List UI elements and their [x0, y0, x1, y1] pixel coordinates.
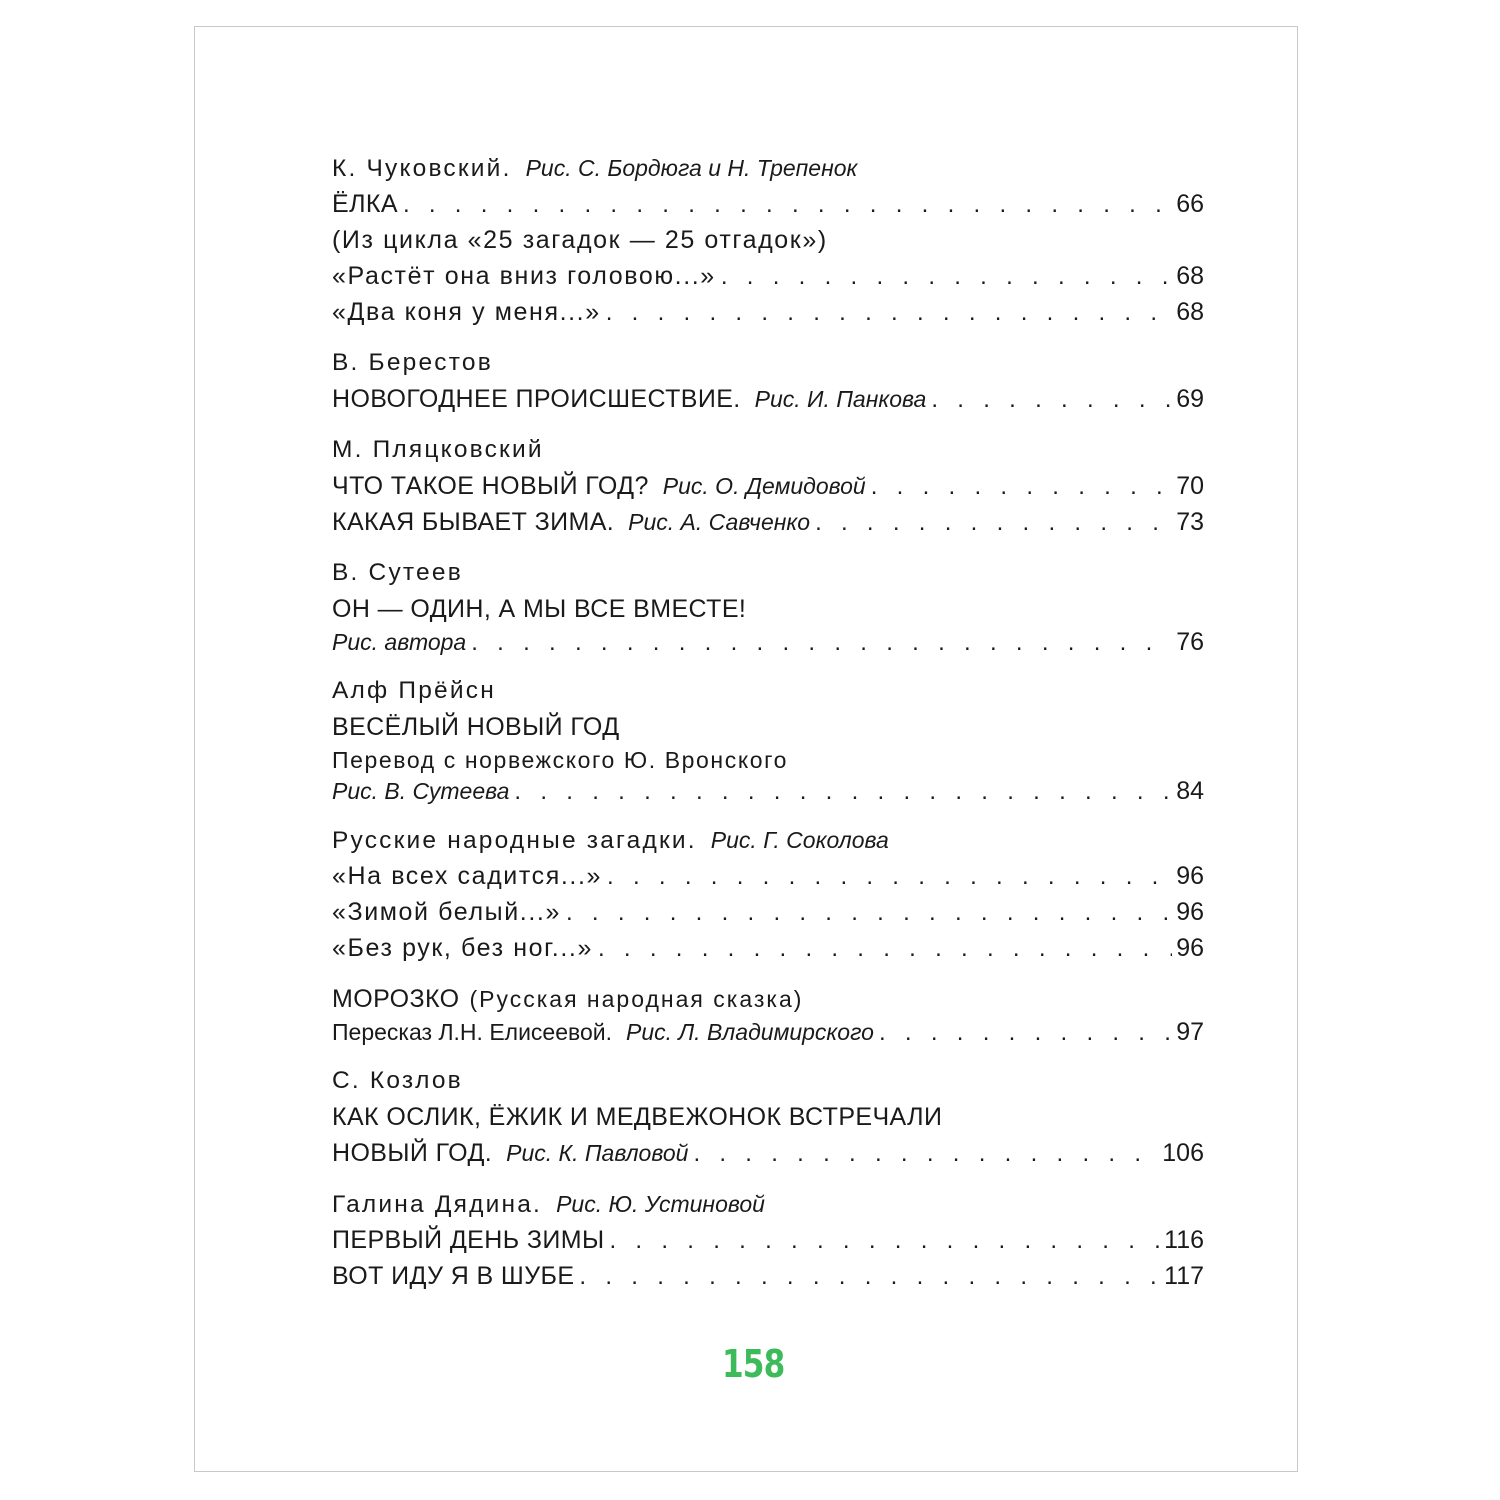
entry-page-number: 76: [1176, 628, 1204, 656]
toc-section-suteev: [332, 555, 1204, 658]
toc-section-preysn: [332, 673, 1204, 807]
entry-page-number: 69: [1176, 385, 1204, 413]
entry-title-line[interactable]: [332, 591, 1204, 627]
dot-leader: [879, 1017, 1172, 1048]
illustrator-credit: Рис. В. Сутеева: [332, 778, 510, 804]
entry-subtitle: (Русская народная сказка): [469, 986, 804, 1012]
page-number: 158: [721, 1342, 785, 1386]
translation-credit: Перевод с норвежского Ю. Вронского: [332, 747, 789, 773]
dot-leader: [693, 1136, 1158, 1172]
toc-entry[interactable]: [332, 504, 1204, 540]
toc-section-berestov: [332, 345, 1204, 417]
toc-section-chukovsky: [332, 150, 1204, 330]
toc-entry[interactable]: [332, 894, 1204, 930]
illustrator-credit: Рис. А. Савченко: [628, 509, 811, 535]
toc-section-folk-riddles: [332, 822, 1204, 966]
entry-title: МОРОЗКО: [332, 985, 460, 1013]
entry-title-line[interactable]: [332, 981, 1204, 1017]
entry-title: ПЕРВЫЙ ДЕНЬ ЗИМЫ: [332, 1226, 605, 1254]
toc-entry[interactable]: [332, 258, 1204, 294]
dot-leader: [815, 505, 1172, 541]
dot-leader: [514, 776, 1172, 807]
entry-page-number: 96: [1176, 898, 1204, 926]
dot-leader: [931, 382, 1172, 418]
entry-page-number: 70: [1176, 472, 1204, 500]
toc-section-morozko: [332, 981, 1204, 1048]
dot-leader: [606, 295, 1172, 331]
toc-entry[interactable]: [332, 468, 1204, 504]
author-line: [332, 432, 1204, 468]
illustrator-credit: Рис. автора: [332, 629, 467, 655]
illustrator-credit: Рис. И. Панкова: [754, 386, 927, 412]
entry-title: КАКАЯ БЫВАЕТ ЗИМА.: [332, 508, 615, 536]
entry-title: НОВОГОДНЕЕ ПРОИСШЕСТВИЕ.: [332, 385, 741, 413]
entry-page-number: 116: [1164, 1226, 1204, 1254]
dot-leader: [403, 187, 1172, 223]
author-name: С. Козлов: [332, 1067, 463, 1094]
table-of-contents: [332, 150, 1204, 1309]
dot-leader: [566, 895, 1172, 931]
entry-page-number: 66: [1176, 190, 1204, 218]
author-line: [332, 150, 1204, 186]
entry-title: ЧТО ТАКОЕ НОВЫЙ ГОД?: [332, 472, 649, 500]
entry-page-number: 68: [1176, 298, 1204, 326]
entry-page-number: 96: [1176, 934, 1204, 962]
entry-title: ВОТ ИДУ Я В ШУБЕ: [332, 1262, 575, 1290]
entry-title: ЁЛКА: [332, 190, 398, 218]
entry-title: КАК ОСЛИК, ЁЖИК И МЕДВЕЖОНОК ВСТРЕЧАЛИ: [332, 1103, 943, 1131]
entry-page-number: 96: [1176, 862, 1204, 890]
toc-section-kozlov: [332, 1063, 1204, 1171]
author-name: К. Чуковский.: [332, 155, 512, 182]
toc-entry[interactable]: [332, 1258, 1204, 1294]
dot-leader: [579, 1259, 1160, 1295]
entry-page-number: 68: [1176, 262, 1204, 290]
author-line: [332, 673, 1204, 709]
author-name: В. Берестов: [332, 349, 493, 376]
entry-title: «Растёт она вниз головою...»: [332, 262, 716, 290]
author-line: [332, 1063, 1204, 1099]
dot-leader: [598, 931, 1172, 967]
entry-page-number: 73: [1176, 508, 1204, 536]
dot-leader: [609, 1223, 1160, 1259]
illustrator-credit: Рис. Л. Владимирского: [626, 1019, 874, 1045]
author-name: Алф Прёйсн: [332, 677, 496, 704]
toc-entry[interactable]: [332, 1017, 1204, 1048]
entry-title: ОН — ОДИН, А МЫ ВСЕ ВМЕСТЕ!: [332, 595, 747, 623]
dot-leader: [721, 259, 1172, 295]
retelling-credit: Пересказ Л.Н. Елисеевой.: [332, 1019, 612, 1045]
toc-entry[interactable]: [332, 1135, 1204, 1171]
entry-title-line[interactable]: [332, 709, 1204, 745]
entry-title: «Без рук, без ног...»: [332, 934, 593, 962]
author-line: [332, 555, 1204, 591]
illustrator-credit: Рис. Ю. Устиновой: [556, 1191, 765, 1217]
entry-page-number: 117: [1164, 1262, 1204, 1290]
author-line: [332, 345, 1204, 381]
cycle-note-text: (Из цикла «25 загадок — 25 отгадок»): [332, 226, 828, 254]
entry-page-number: 97: [1176, 1018, 1204, 1046]
dot-leader: [607, 859, 1172, 895]
illustrator-credit: Рис. О. Демидовой: [662, 473, 866, 499]
toc-entry[interactable]: [332, 627, 1204, 658]
entry-title: НОВЫЙ ГОД.: [332, 1139, 493, 1167]
dot-leader: [471, 627, 1172, 658]
entry-title-line[interactable]: [332, 1099, 1204, 1135]
entry-title: «На всех садится...»: [332, 862, 603, 890]
entry-page-number: 106: [1162, 1139, 1204, 1167]
illustrator-credit: Рис. К. Павловой: [506, 1140, 689, 1166]
toc-section-dyadina: [332, 1186, 1204, 1294]
author-name: М. Пляцковский: [332, 436, 544, 463]
toc-entry[interactable]: [332, 1222, 1204, 1258]
illustrator-credit: Рис. С. Бордюга и Н. Трепенок: [525, 155, 858, 181]
illustrator-credit: Рис. Г. Соколова: [710, 827, 889, 853]
cycle-note: [332, 222, 1204, 258]
toc-entry[interactable]: [332, 381, 1204, 417]
entry-title: «Два коня у меня...»: [332, 298, 601, 326]
toc-entry[interactable]: [332, 294, 1204, 330]
entry-title: ВЕСЁЛЫЙ НОВЫЙ ГОД: [332, 713, 620, 741]
author-line: [332, 822, 1204, 858]
author-name: Галина Дядина.: [332, 1191, 543, 1218]
author-name: Русские народные загадки.: [332, 827, 697, 854]
author-line: [332, 1186, 1204, 1222]
toc-entry[interactable]: [332, 858, 1204, 894]
translation-line: [332, 745, 1204, 776]
entry-page-number: 84: [1176, 777, 1204, 805]
author-name: В. Сутеев: [332, 559, 463, 586]
toc-entry[interactable]: [332, 776, 1204, 807]
toc-entry[interactable]: [332, 186, 1204, 222]
toc-entry[interactable]: [332, 930, 1204, 966]
dot-leader: [871, 469, 1172, 505]
entry-title: «Зимой белый...»: [332, 898, 561, 926]
toc-section-plyatskovsky: [332, 432, 1204, 540]
